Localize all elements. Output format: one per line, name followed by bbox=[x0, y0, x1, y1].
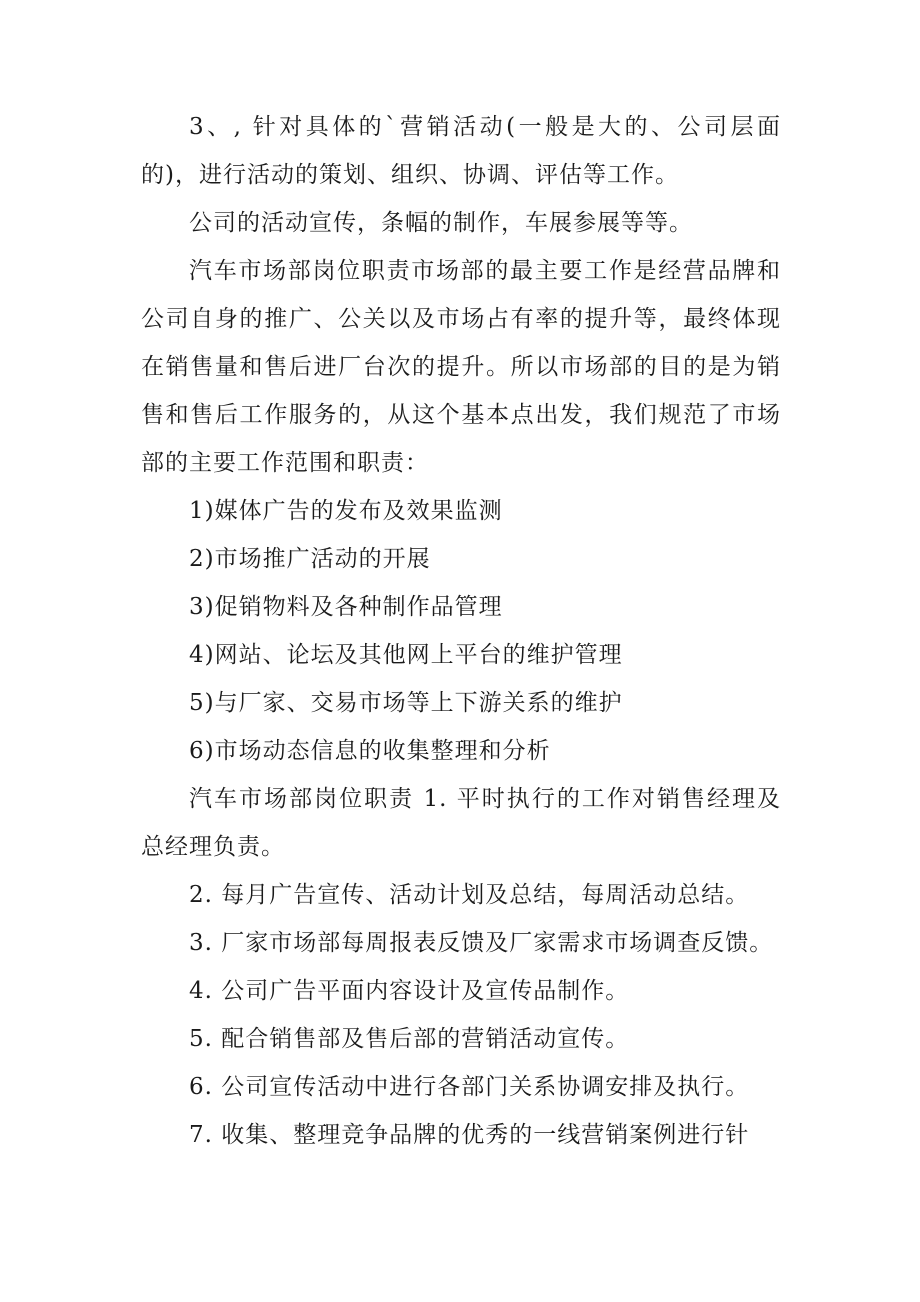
numbered-item-2: 2. 每月广告宣传、活动计划及总结，每周活动总结。 bbox=[189, 882, 750, 908]
paragraph-marketing-activity: 3、, 针对具体的`营销活动(一般是大的、公司层面的)，进行活动的策划、组织、协调、评估等工作。 bbox=[141, 114, 781, 188]
numbered-item-3: 3. 厂家市场部每周报表反馈及厂家需求市场调查反馈。 bbox=[189, 930, 774, 956]
paragraph-market-dept-duties: 汽车市场部岗位职责市场部的最主要工作是经营品牌和公司自身的推广、公关以及市场占有率的提升等，最终体现在销售量和售后进厂台次的提升。所以市场部的目的是为销售和售后工作服务的，从这个基本点出发，我们规范了市场部的主要工作范围和职责： bbox=[141, 258, 781, 476]
numbered-item-4: 4. 公司广告平面内容设计及宣传品制作。 bbox=[189, 978, 630, 1004]
numbered-item-6: 6. 公司宣传活动中进行各部门关系协调安排及执行。 bbox=[189, 1074, 750, 1100]
list-item-online-platforms: 4)网站、论坛及其他网上平台的维护管理 bbox=[189, 642, 623, 668]
list-item-media-ads: 1)媒体广告的发布及效果监测 bbox=[189, 498, 503, 524]
paragraph-promotion: 公司的活动宣传，条幅的制作，车展参展等等。 bbox=[189, 210, 693, 236]
numbered-item-5: 5. 配合销售部及售后部的营销活动宣传。 bbox=[189, 1026, 630, 1052]
list-item-market-promotion: 2)市场推广活动的开展 bbox=[189, 546, 431, 572]
list-item-promo-materials: 3)促销物料及各种制作品管理 bbox=[189, 594, 503, 620]
numbered-item-7: 7. 收集、整理竞争品牌的优秀的一线营销案例进行针 bbox=[189, 1122, 750, 1148]
numbered-item-1: 汽车市场部岗位职责 1. 平时执行的工作对销售经理及总经理负责。 bbox=[141, 786, 781, 860]
list-item-partner-relations: 5)与厂家、交易市场等上下游关系的维护 bbox=[189, 690, 623, 716]
list-item-market-info: 6)市场动态信息的收集整理和分析 bbox=[189, 738, 551, 764]
document-body bbox=[141, 103, 781, 1159]
